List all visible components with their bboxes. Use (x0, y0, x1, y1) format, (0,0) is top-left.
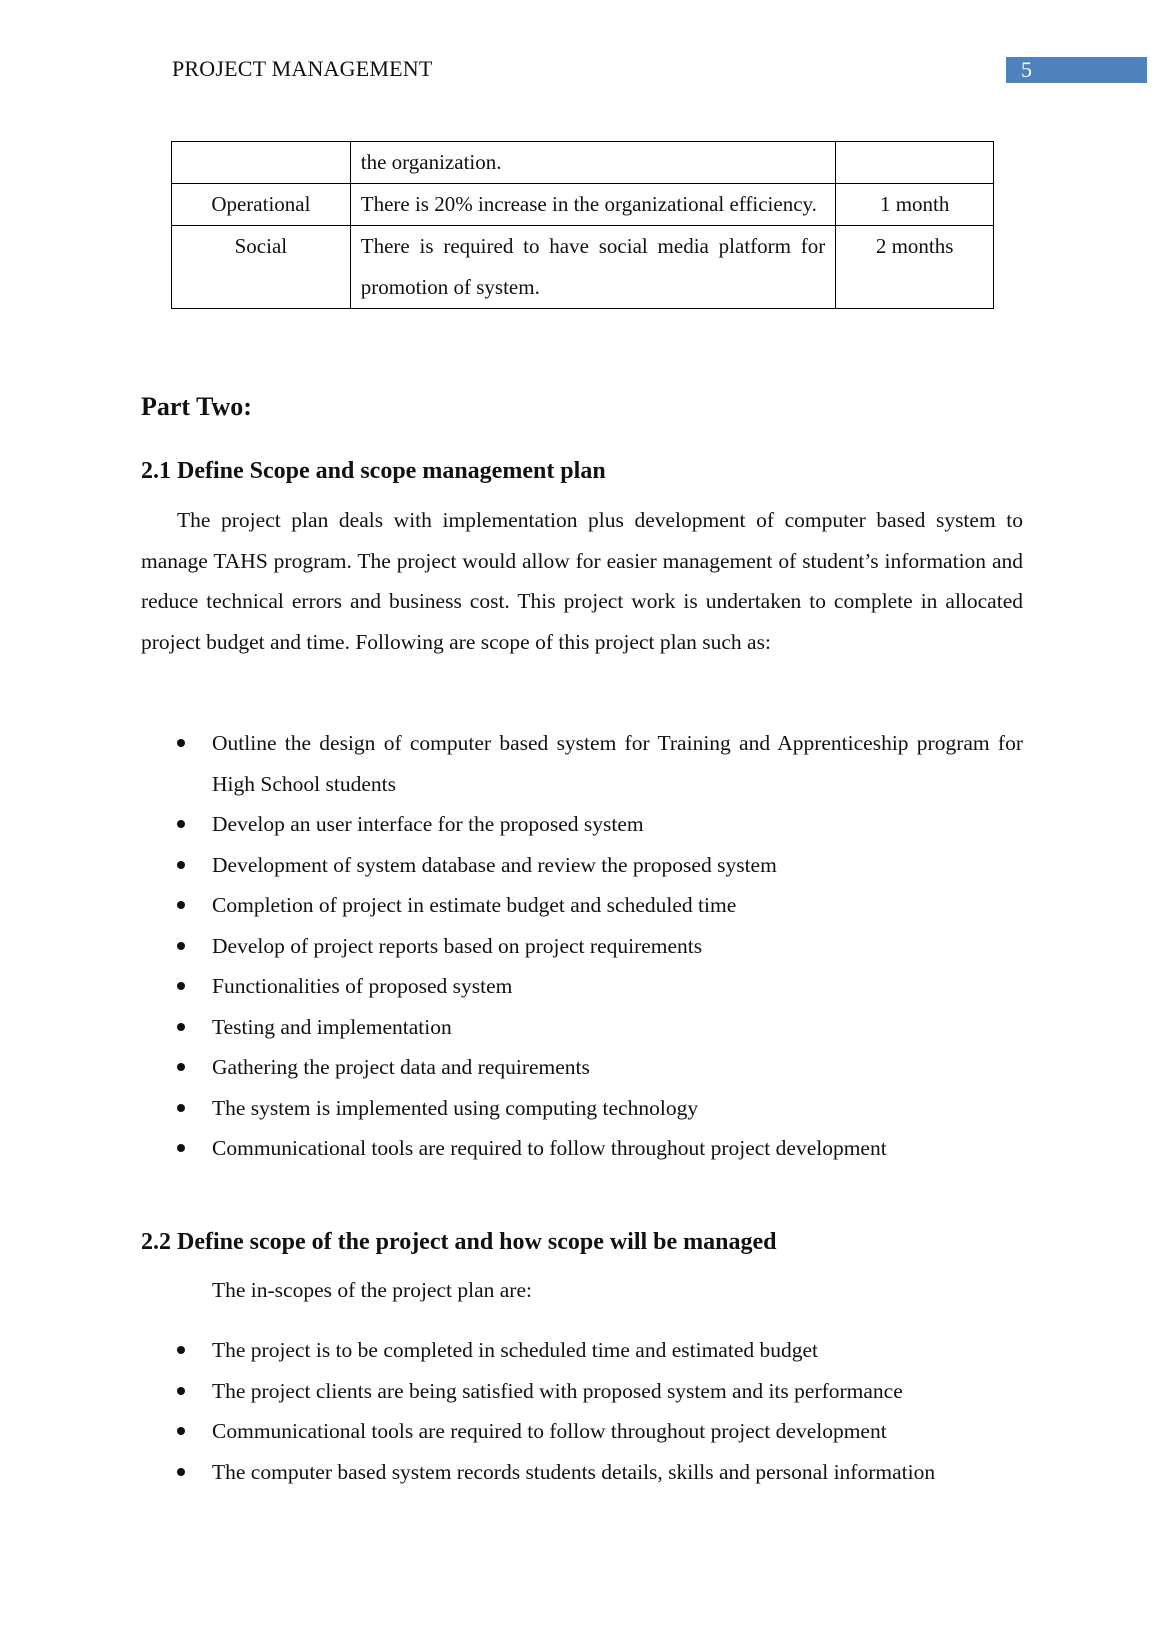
bullet-icon (177, 1468, 185, 1476)
list-item (141, 1411, 1023, 1452)
bullet-icon (177, 861, 185, 869)
table-row (172, 184, 994, 226)
section-2-1-paragraph: The project plan deals with implementation plus development of computer based system to manage TAHS program. The project would allow for easier management of student’s information and reduce technical errors and business cost. This project work is undertaken to complete in allocated project budget and time. Following are scope of this project plan such as: (141, 508, 1023, 654)
table-cell-type: Operational (172, 184, 351, 226)
section-2-1-heading: 2.1 Define Scope and scope management plan (141, 458, 606, 484)
list-item-text: Completion of project in estimate budget and scheduled time (212, 893, 737, 917)
list-item (141, 804, 1023, 845)
list-item-text: The project clients are being satisfied with proposed system and its performance (212, 1378, 903, 1403)
table-cell-timeline: 2 months (836, 226, 994, 309)
list-item-text: Communicational tools are required to follow throughout project development (212, 1136, 887, 1160)
page-number: 5 (1006, 57, 1147, 83)
table-cell-description: the organization. (350, 142, 836, 184)
list-item-text: Functionalities of proposed system (212, 974, 513, 998)
list-item (141, 1128, 1023, 1169)
list-item (141, 1330, 1023, 1371)
list-item-text: Develop an user interface for the proposed system (212, 812, 644, 836)
list-item-text: Development of system database and review the proposed system (212, 852, 777, 877)
running-header: PROJECT MANAGEMENT (172, 56, 433, 81)
section-2-2-heading: 2.2 Define scope of the project and how scope will be managed (141, 1229, 777, 1255)
list-item-text: Testing and implementation (212, 1014, 452, 1039)
table-cell-timeline: 1 month (836, 184, 994, 226)
bullet-icon (177, 739, 185, 747)
bullet-icon (177, 942, 185, 950)
list-item-text: The system is implemented using computing technology (212, 1095, 699, 1120)
list-item (141, 1088, 1023, 1129)
list-item (141, 1452, 1023, 1493)
part-two-heading: Part Two: (141, 392, 252, 421)
bullet-icon (177, 901, 185, 909)
bullet-icon (177, 1023, 185, 1031)
list-item (141, 926, 1023, 967)
list-item-text: Communicational tools are required to follow throughout project development (212, 1419, 887, 1443)
list-item-text: Gathering the project data and requirements (212, 1055, 590, 1079)
list-item (141, 723, 1023, 804)
table-row (172, 226, 994, 309)
bullet-icon (177, 820, 185, 828)
requirements-table (171, 141, 994, 309)
table-cell-description: There is required to have social media platform for promotion of system. (350, 226, 836, 309)
section-2-2-intro: The in-scopes of the project plan are: (212, 1278, 532, 1302)
scope-bullet-list (141, 723, 1023, 1169)
list-item (141, 1047, 1023, 1088)
table-cell-timeline (836, 142, 994, 184)
bullet-icon (177, 1346, 185, 1354)
list-item (141, 845, 1023, 886)
bullet-icon (177, 1063, 185, 1071)
list-item-text: Develop of project reports based on project requirements (212, 933, 703, 958)
table-cell-type (172, 142, 351, 184)
bullet-icon (177, 1387, 185, 1395)
list-item-text: The project is to be completed in scheduled time and estimated budget (212, 1338, 818, 1362)
table-cell-type: Social (172, 226, 351, 309)
in-scope-bullet-list (141, 1330, 1023, 1492)
bullet-icon (177, 1104, 185, 1112)
list-item-text: Outline the design of computer based system for Training and Apprenticeship program for High School students (212, 731, 1023, 796)
list-item (141, 966, 1023, 1007)
list-item (141, 1007, 1023, 1048)
bullet-icon (177, 1427, 185, 1435)
table-cell-description: There is 20% increase in the organizational efficiency. (350, 184, 836, 226)
list-item-text: The computer based system records students details, skills and personal information (212, 1459, 936, 1484)
bullet-icon (177, 982, 185, 990)
list-item (141, 885, 1023, 926)
list-item (141, 1371, 1023, 1412)
table-row (172, 142, 994, 184)
bullet-icon (177, 1144, 185, 1152)
